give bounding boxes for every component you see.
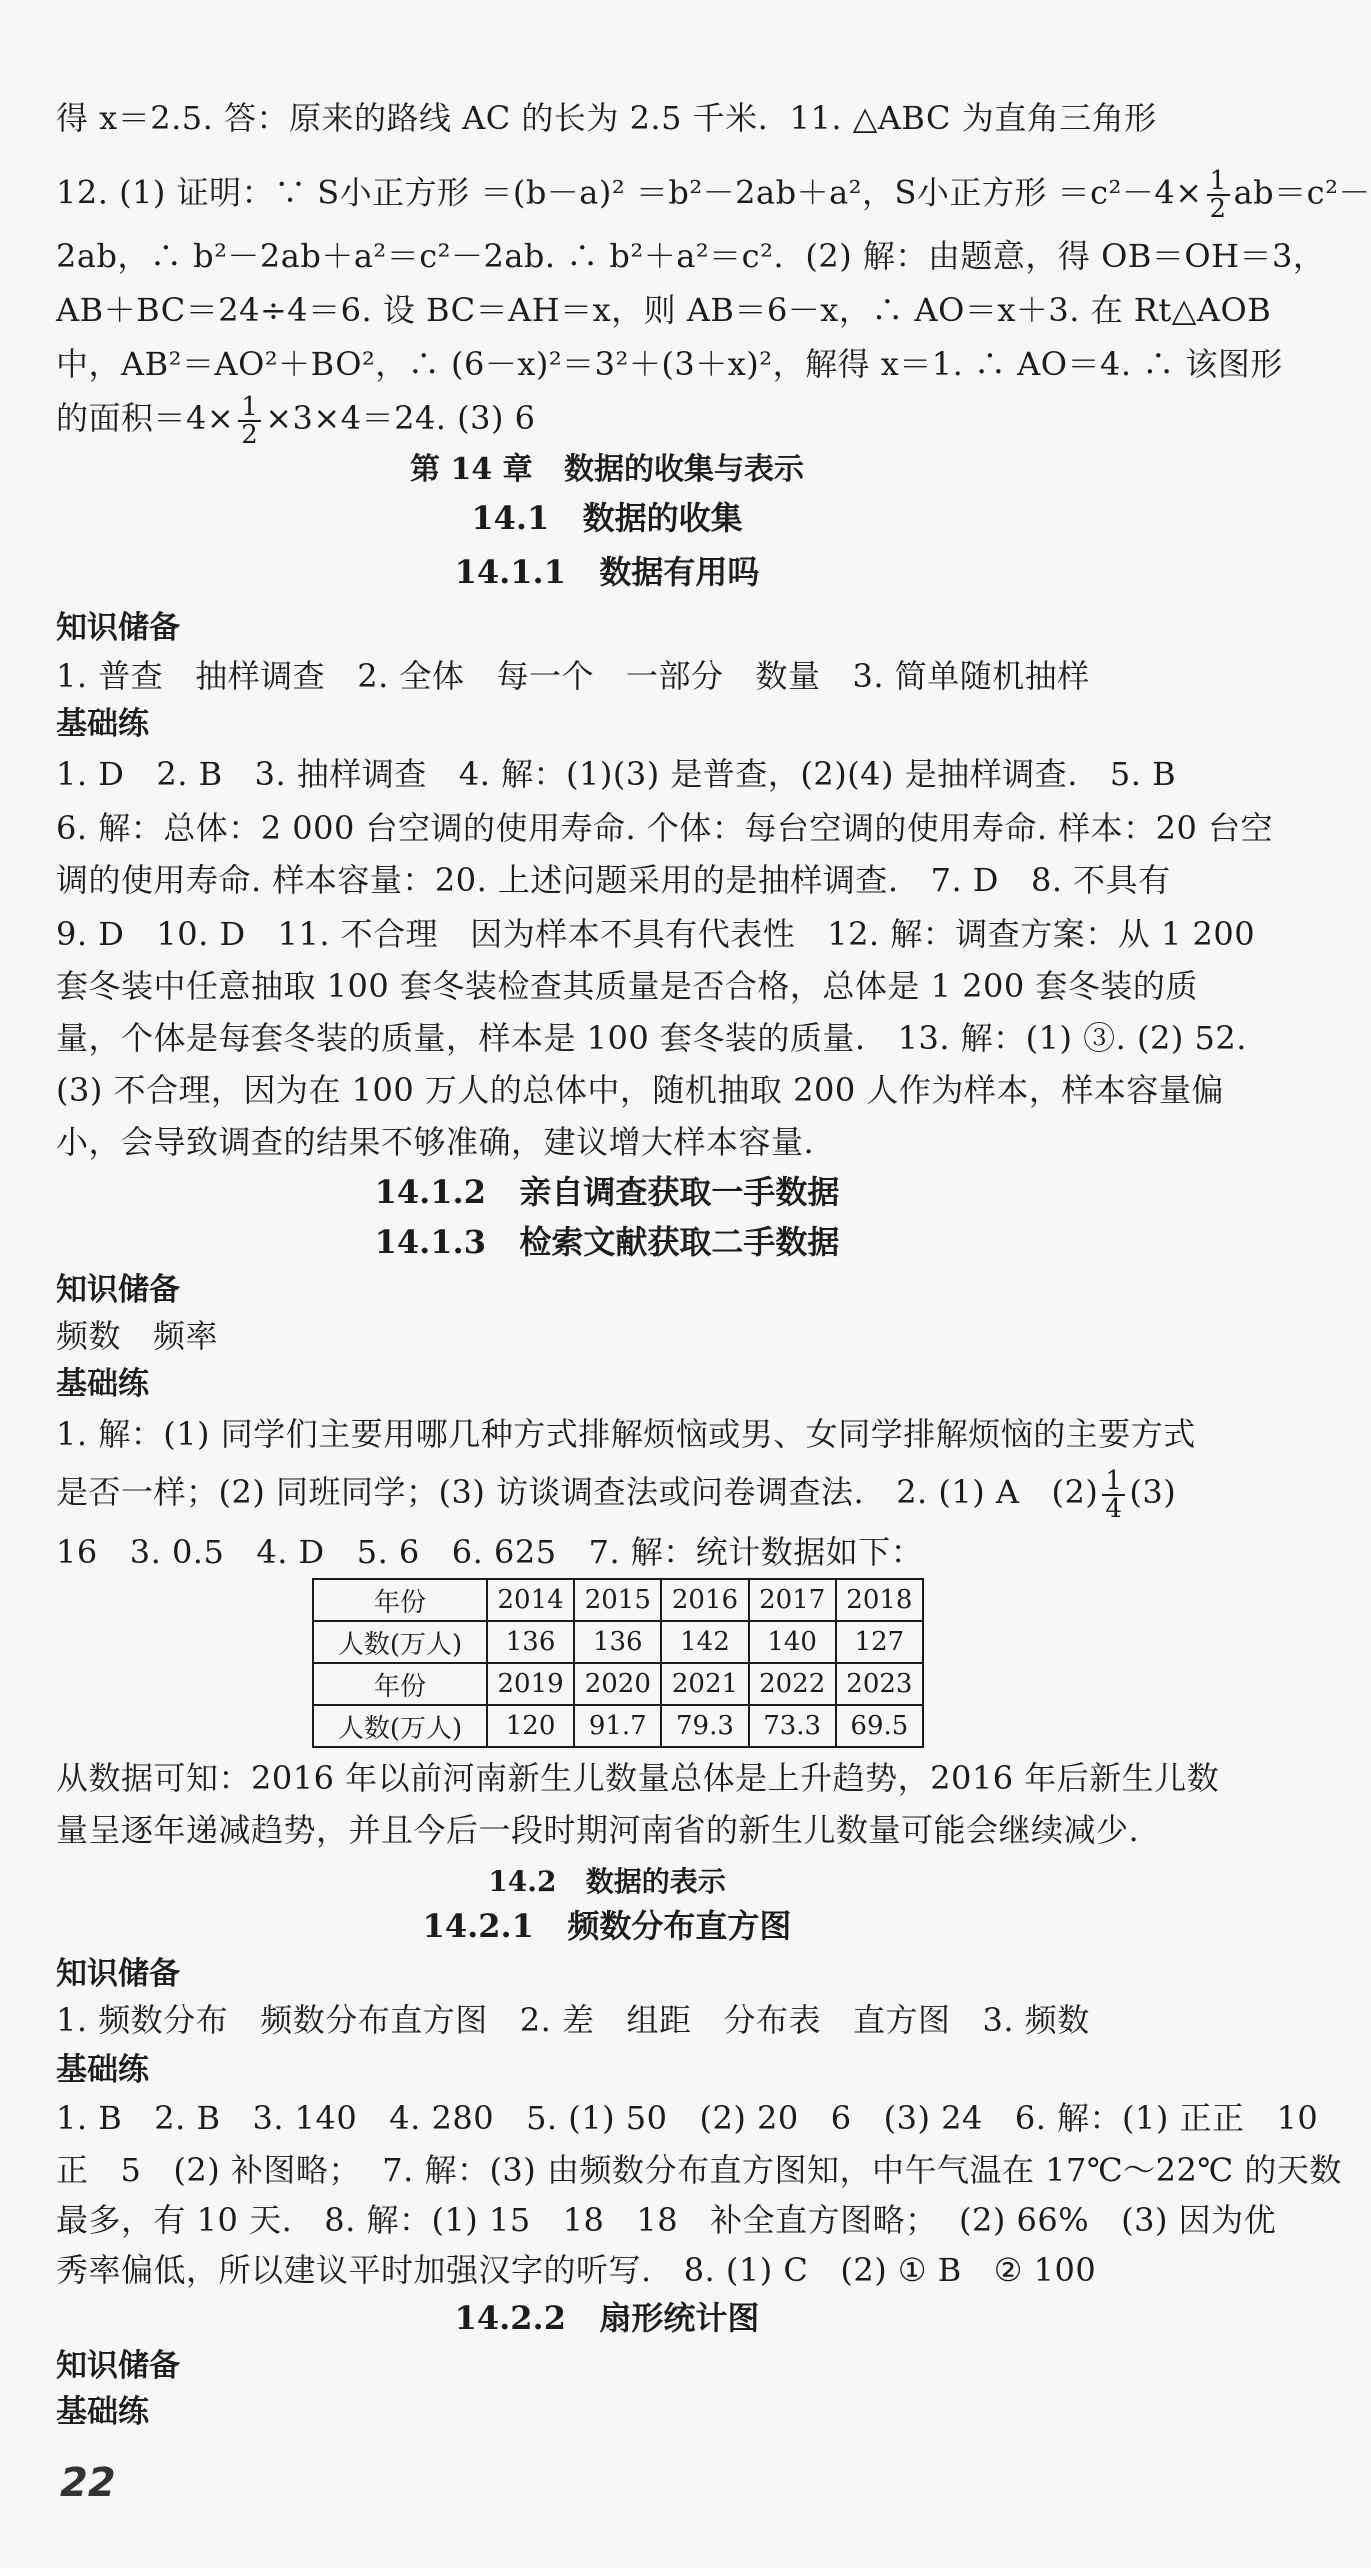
line: AB＋BC＝24÷4＝6. 设 BC＝AH＝x，则 AB＝6－x，∴ AO＝x＋3. 在 Rt△AOB <box>56 291 1272 329</box>
table-cell: 2023 <box>836 1663 923 1705</box>
table-header-cell: 年份 <box>313 1579 487 1621</box>
section-title: 14.1.1 数据有用吗 <box>454 553 760 591</box>
line: 16 3. 0.5 4. D 5. 6 6. 625 7. 解：统计数据如下： <box>56 1533 924 1571</box>
line: 6. 解：总体：2 000 台空调的使用寿命. 个体：每台空调的使用寿命. 样本：20 台空 <box>56 809 1274 847</box>
birth-data-table <box>312 1578 924 1748</box>
table-cell: 136 <box>487 1621 574 1663</box>
table-cell: 2017 <box>749 1579 836 1621</box>
section-title: 14.1.3 检索文献获取二手数据 <box>374 1223 840 1261</box>
heading: 知识储备 <box>56 1956 180 1992</box>
line: 频数 频率 <box>56 1317 219 1355</box>
fraction: $\frac{1}{2}$ <box>1207 168 1230 222</box>
table-row <box>313 1663 923 1705</box>
line: 1. 频数分布 频数分布直方图 2. 差 组距 分布表 直方图 3. 频数 <box>56 2001 1090 2039</box>
table-header-cell: 人数(万人) <box>313 1621 487 1663</box>
table-cell: 91.7 <box>574 1705 661 1747</box>
line: 1. 普查 抽样调查 2. 全体 每一个 一部分 数量 3. 简单随机抽样 <box>56 657 1090 695</box>
table-cell: 2021 <box>661 1663 748 1705</box>
table-cell: 140 <box>749 1621 836 1663</box>
table-cell: 2016 <box>661 1579 748 1621</box>
line: 小，会导致调查的结果不够准确，建议增大样本容量. <box>56 1123 815 1161</box>
table-cell: 142 <box>661 1621 748 1663</box>
table-row <box>313 1705 923 1747</box>
heading: 基础练 <box>56 2394 149 2430</box>
line: 秀率偏低，所以建议平时加强汉字的听写. 8. (1) C (2) ① B ② 100 <box>56 2251 1097 2289</box>
line: 9. D 10. D 11. 不合理 因为样本不具有代表性 12. 解：调查方案：从 1 200 <box>56 915 1256 953</box>
line: 正 5 (2) 补图略； 7. 解：(3) 由频数分布直方图知，中午气温在 17℃～22℃ 的天数 <box>56 2151 1342 2189</box>
line: 套冬装中任意抽取 100 套冬装检查其质量是否合格，总体是 1 200 套冬装的质 <box>56 967 1198 1005</box>
section-title: 14.1 数据的收集 <box>471 499 743 537</box>
heading: 基础练 <box>56 706 149 742</box>
table-cell: 2014 <box>487 1579 574 1621</box>
line: 1. B 2. B 3. 140 4. 280 5. (1) 50 (2) 20 6 (3) 24 6. 解：(1) 正正 10 <box>56 2099 1319 2137</box>
table-row <box>313 1621 923 1663</box>
line: 量呈逐年递减趋势，并且今后一段时期河南省的新生儿数量可能会继续减少. <box>56 1811 1140 1849</box>
heading: 基础练 <box>56 1366 149 1402</box>
table-header-cell: 人数(万人) <box>313 1705 487 1747</box>
chapter-title: 第 14 章 数据的收集与表示 <box>410 452 804 487</box>
table-cell: 69.5 <box>836 1705 923 1747</box>
line: 从数据可知：2016 年以前河南新生儿数量总体是上升趋势，2016 年后新生儿数 <box>56 1759 1220 1797</box>
line: 是否一样；(2) 同班同学；(3) 访谈调查法或问卷调查法. 2. (1) A (2) $\frac{1}{4}$ (3) <box>56 1465 1177 1524</box>
section-title: 14.2 数据的表示 <box>488 1865 726 1898</box>
fraction: $\frac{1}{4}$ <box>1102 1468 1125 1522</box>
table-cell: 2018 <box>836 1579 923 1621</box>
table-cell: 2020 <box>574 1663 661 1705</box>
table-cell: 2019 <box>487 1663 574 1705</box>
line: 2ab，∴ b²－2ab＋a²＝c²－2ab. ∴ b²＋a²＝c². (2) 解：由题意，得 OB＝OH＝3， <box>56 237 1326 275</box>
table-cell: 127 <box>836 1621 923 1663</box>
line: (3) 不合理，因为在 100 万人的总体中，随机抽取 200 人作为样本，样本容量偏 <box>56 1071 1224 1109</box>
section-title: 14.2.1 频数分布直方图 <box>422 1907 792 1945</box>
line: 量，个体是每套冬装的质量，样本是 100 套冬装的质量. 13. 解：(1) ③. (2) 52. <box>56 1019 1247 1057</box>
table-row <box>313 1579 923 1621</box>
line: 调的使用寿命. 样本容量：20. 上述问题采用的是抽样调查. 7. D 8. 不具有 <box>56 861 1171 899</box>
line: 的面积＝4× $\frac{1}{2}$ ×3×4＝24. (3) 6 <box>56 391 536 450</box>
table-cell: 73.3 <box>749 1705 836 1747</box>
line: 中，AB²＝AO²＋BO²，∴ (6－x)²＝3²＋(3＋x)²，解得 x＝1. ∴ AO＝4. ∴ 该图形 <box>56 345 1283 383</box>
heading: 基础练 <box>56 2052 149 2088</box>
line: 最多，有 10 天. 8. 解：(1) 15 18 18 补全直方图略； (2) 66% (3) 因为优 <box>56 2201 1277 2239</box>
line: 12. (1) 证明：∵ S小正方形 ＝(b－a)² ＝b²－2ab＋a²，S小正方形 ＝c²－4× $\frac{1}{2}$ ab＝c²－ <box>56 166 1371 224</box>
heading: 知识储备 <box>56 610 180 646</box>
table-cell: 79.3 <box>661 1705 748 1747</box>
table-cell: 120 <box>487 1705 574 1747</box>
heading: 知识储备 <box>56 2348 180 2384</box>
page-number: 22 <box>60 2460 116 2506</box>
table-cell: 2015 <box>574 1579 661 1621</box>
line: 1. 解：(1) 同学们主要用哪几种方式排解烦恼或男、女同学排解烦恼的主要方式 <box>56 1415 1196 1453</box>
fraction: $\frac{1}{2}$ <box>238 394 261 448</box>
section-title: 14.2.2 扇形统计图 <box>454 2299 760 2337</box>
table-cell: 2022 <box>749 1663 836 1705</box>
line: 得 x＝2.5. 答：原来的路线 AC 的长为 2.5 千米. 11. △ABC 为直角三角形 <box>56 99 1157 137</box>
table-header-cell: 年份 <box>313 1663 487 1705</box>
table-cell: 136 <box>574 1621 661 1663</box>
line: 1. D 2. B 3. 抽样调查 4. 解：(1)(3) 是普查，(2)(4) 是抽样调查. 5. B <box>56 755 1177 793</box>
heading: 知识储备 <box>56 1272 180 1308</box>
section-title: 14.1.2 亲自调查获取一手数据 <box>374 1173 840 1211</box>
